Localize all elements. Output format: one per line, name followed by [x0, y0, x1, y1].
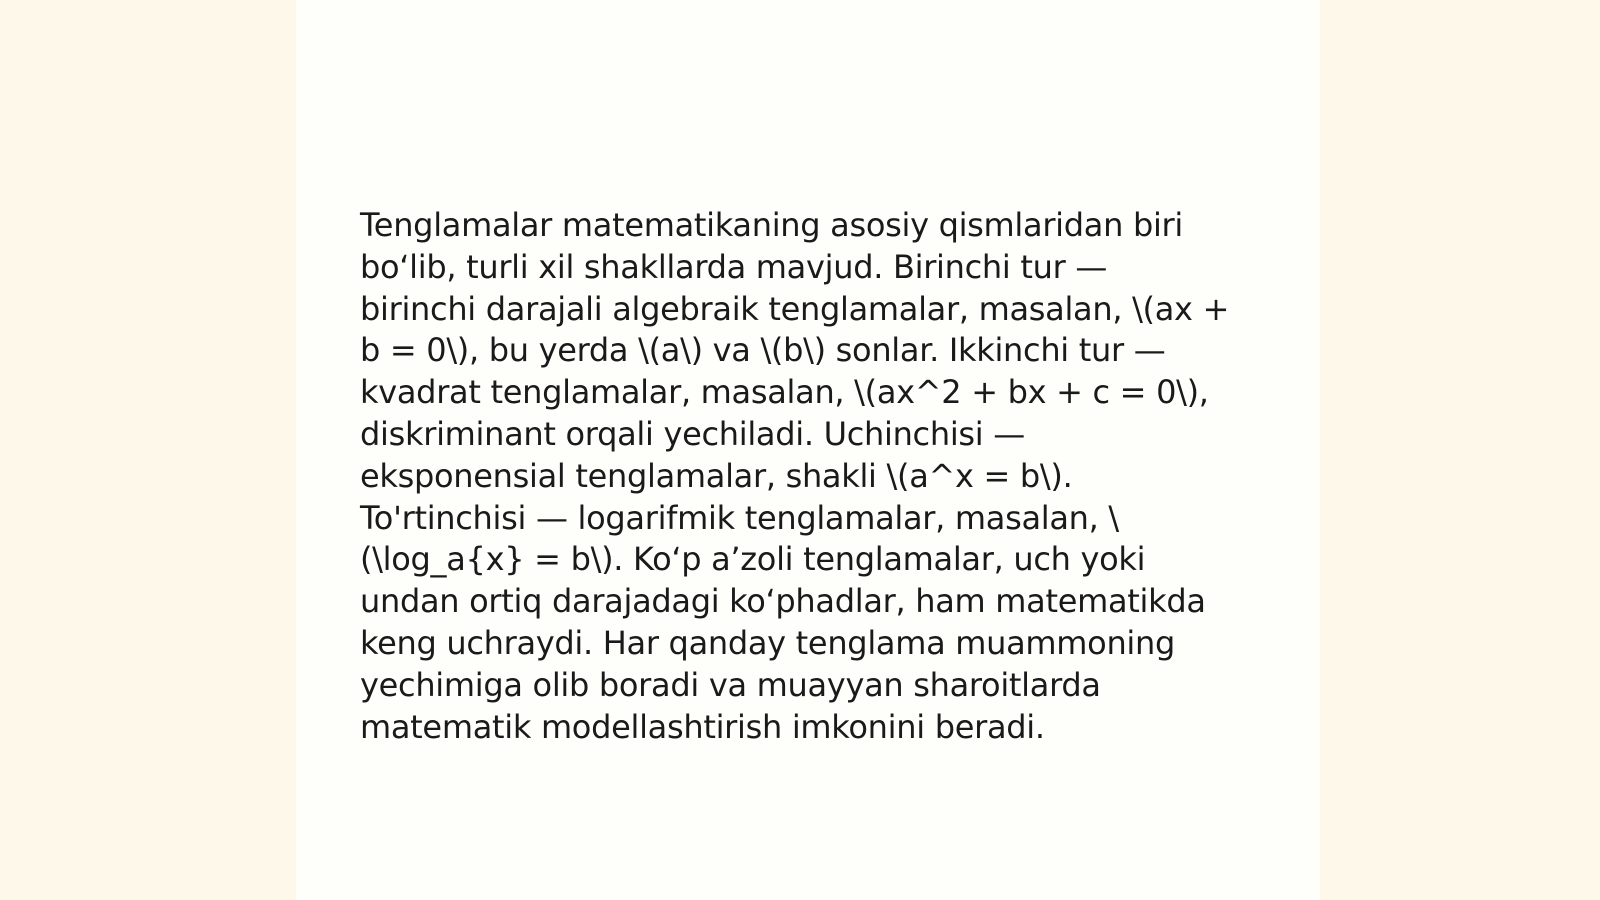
slide-page — [296, 0, 1320, 900]
paragraph-line: diskriminant orqali yechiladi. Uchinchisi — — [360, 414, 1025, 453]
paragraph-line: b = 0\), bu yerda \(a\) va \(b\) sonlar. Ikkinchi tur — — [360, 331, 1166, 370]
paragraph-line: yechimiga olib boradi va muayyan sharoitlarda — [360, 665, 1101, 704]
paragraph-line: undan ortiq darajadagi ko‘phadlar, ham matematikda — [360, 582, 1206, 621]
paragraph-line: birinchi darajali algebraik tenglamalar, masalan, \(ax + — [360, 289, 1230, 328]
paragraph-line: Tenglamalar matematikaning asosiy qismlaridan biri — [360, 206, 1184, 244]
paragraph-line: To'rtinchisi — logarifmik tenglamalar, masalan, \ — [360, 498, 1119, 537]
paragraph-line: keng uchraydi. Har qanday tenglama muammoning — [360, 623, 1176, 662]
paragraph-line: (\log_a{x} = b\). Ko‘p a’zoli tenglamalar, uch yoki — [360, 540, 1146, 579]
paragraph-line: kvadrat tenglamalar, masalan, \(ax^2 + bx + c = 0\), — [360, 373, 1209, 412]
paragraph-line: matematik modellashtirish imkonini beradi. — [360, 707, 1045, 746]
paragraph-line: bo‘lib, turli xil shakllarda mavjud. Birinchi tur — — [360, 247, 1108, 286]
body-paragraph — [360, 205, 1240, 748]
paragraph-line: eksponensial tenglamalar, shakli \(a^x = b\). — [360, 456, 1073, 495]
